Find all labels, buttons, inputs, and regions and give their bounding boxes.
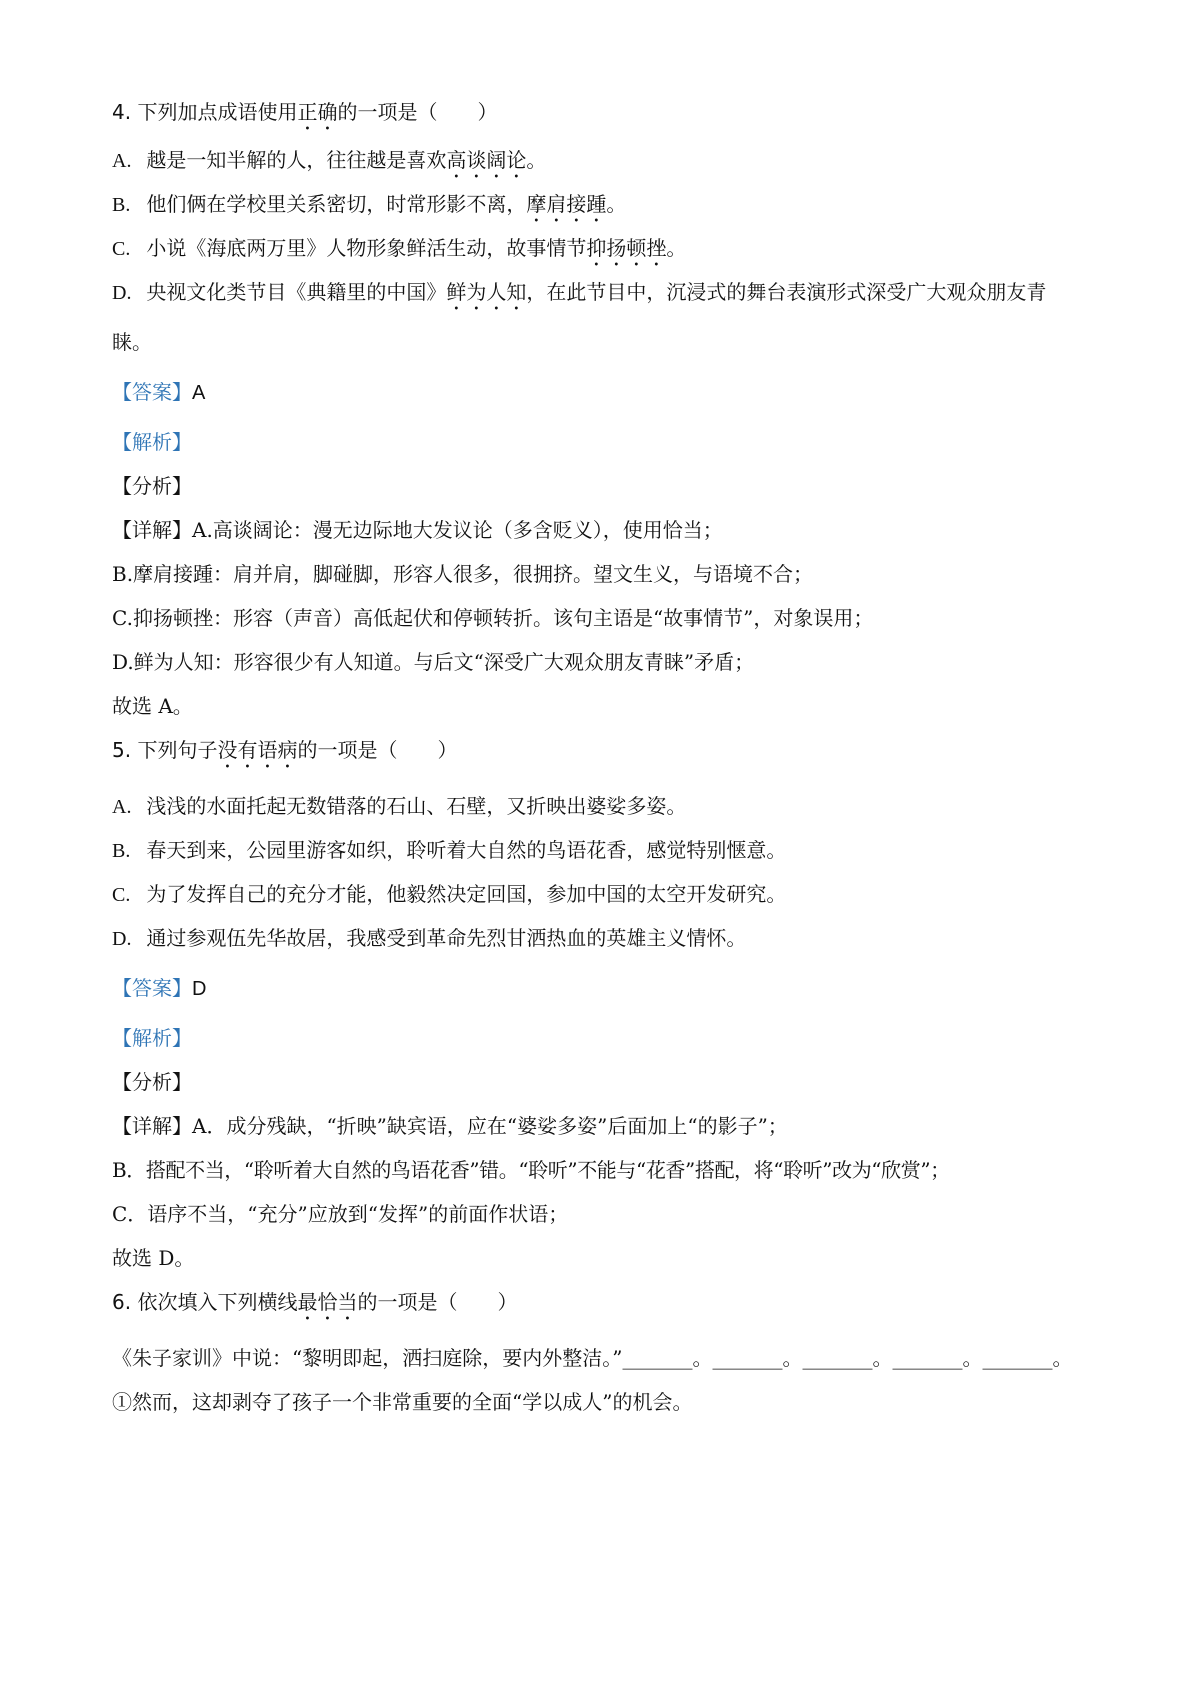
- option-text: 为了发挥自己的充分才能，他毅然决定回国，参加中国的太空开发研究。: [146, 882, 787, 906]
- q5-detail-line: B．搭配不当，“聆听着大自然的鸟语花香”错。“聆听”不能与“花香”搭配，将“聆听”改为“欣赏”；: [112, 1158, 950, 1182]
- option-text: 春天到来，公园里游客如织，聆听着大自然的鸟语花香，感觉特别惬意。: [146, 838, 787, 862]
- answer-value: D: [192, 978, 207, 1000]
- option-letter: C.: [112, 238, 131, 260]
- q5-analysis-label: 【解析】: [112, 1026, 192, 1050]
- q4-option-d-continued: 睐。: [112, 330, 152, 354]
- option-letter: A.: [112, 150, 132, 172]
- q5-stem-pre: 下列句子: [137, 738, 218, 762]
- q4-stem-pre: 下列加点成语使用: [137, 100, 298, 124]
- q4-stem: [112, 98, 497, 135]
- option-text-end: 。: [666, 236, 687, 260]
- answer-label: 【答案】: [112, 380, 192, 404]
- option-letter: A.: [112, 796, 132, 818]
- q6-stem: [112, 1288, 517, 1325]
- q5-option-c: [112, 880, 786, 909]
- option-text: 通过参观伍先华故居，我感受到革命先烈甘洒热血的英雄主义情怀。: [146, 926, 747, 950]
- q6-passage: 《朱子家训》中说：“黎明即起，洒扫庭除，要内外整洁。”_______。_______。_______。_______。_______。: [112, 1346, 1073, 1370]
- q5-answer: [112, 974, 206, 1003]
- q5-stem-post: 的一项是（ ）: [297, 738, 458, 762]
- option-letter: B.: [112, 840, 131, 862]
- q5-stem: [112, 736, 457, 773]
- option-text-end: 。: [526, 148, 547, 172]
- q4-option-a: [112, 146, 546, 183]
- answer-value: A: [192, 382, 206, 404]
- q5-fenxi-label: 【分析】: [112, 1070, 192, 1094]
- q5-option-b: [112, 836, 786, 865]
- option-dotted-idiom: 高谈阔论: [446, 148, 527, 172]
- q4-detail-line: D.鲜为人知：形容很少有人知道。与后文“深受广大观众朋友青睐”矛盾；: [112, 650, 755, 674]
- option-text: 央视文化类节目《典籍里的中国》: [146, 280, 447, 304]
- option-letter: D.: [112, 928, 132, 950]
- q4-option-d: [112, 278, 1046, 315]
- q6-stem-post: 的一项是（ ）: [357, 1290, 518, 1314]
- q4-fenxi-label: 【分析】: [112, 474, 192, 498]
- option-text: 浅浅的水面托起无数错落的石山、石壁，又折映出婆娑多姿。: [146, 794, 687, 818]
- q6-number: 6.: [112, 1290, 132, 1314]
- option-dotted-idiom: 抑扬顿挫: [586, 236, 667, 260]
- q5-option-d: [112, 924, 746, 953]
- option-text: 他们俩在学校里关系密切，时常形影不离，: [146, 192, 527, 216]
- q5-stem-dotted: 没有语病: [217, 738, 298, 762]
- q5-detail-line: 【详解】A．成分残缺，“折映”缺宾语，应在“婆娑多姿”后面加上“的影子”；: [112, 1114, 788, 1138]
- q6-stem-dotted: 最恰当: [297, 1290, 358, 1314]
- q4-detail-line: 【详解】A.高谈阔论：漫无边际地大发议论（多含贬义），使用恰当；: [112, 518, 723, 542]
- q4-detail-line: 故选 A。: [112, 694, 193, 718]
- q6-stem-pre: 依次填入下列横线: [137, 1290, 298, 1314]
- q5-detail-line: C．语序不当，“充分”应放到“发挥”的前面作状语；: [112, 1202, 569, 1226]
- q4-stem-dotted: 正确: [297, 100, 338, 124]
- q4-answer: [112, 378, 205, 407]
- q5-detail-line: 故选 D。: [112, 1246, 195, 1270]
- q4-number: 4.: [112, 100, 132, 124]
- option-text: 越是一知半解的人，往往越是喜欢: [146, 148, 447, 172]
- q5-option-a: [112, 792, 686, 821]
- q4-option-b: [112, 190, 626, 227]
- option-text-end: ，在此节目中，沉浸式的舞台表演形式深受广大观众朋友青: [526, 280, 1047, 304]
- answer-label: 【答案】: [112, 976, 192, 1000]
- option-dotted-idiom: 鲜为人知: [446, 280, 527, 304]
- option-letter: D.: [112, 282, 132, 304]
- option-text: 小说《海底两万里》人物形象鲜活生动，故事情节: [146, 236, 587, 260]
- q6-item-1: ①然而，这却剥夺了孩子一个非常重要的全面“学以成人”的机会。: [112, 1390, 693, 1414]
- q4-detail-line: B.摩肩接踵：肩并肩，脚碰脚，形容人很多，很拥挤。望文生义，与语境不合；: [112, 562, 814, 586]
- q4-stem-post: 的一项是（ ）: [337, 100, 498, 124]
- q4-analysis-label: 【解析】: [112, 430, 192, 454]
- option-letter: B.: [112, 194, 131, 216]
- q5-number: 5.: [112, 738, 132, 762]
- option-letter: C.: [112, 884, 131, 906]
- option-dotted-idiom: 摩肩接踵: [526, 192, 607, 216]
- option-text-end: 。: [606, 192, 627, 216]
- q4-detail-line: C.抑扬顿挫：形容（声音）高低起伏和停顿转折。该句主语是“故事情节”，对象误用；: [112, 606, 874, 630]
- q4-option-c: [112, 234, 686, 271]
